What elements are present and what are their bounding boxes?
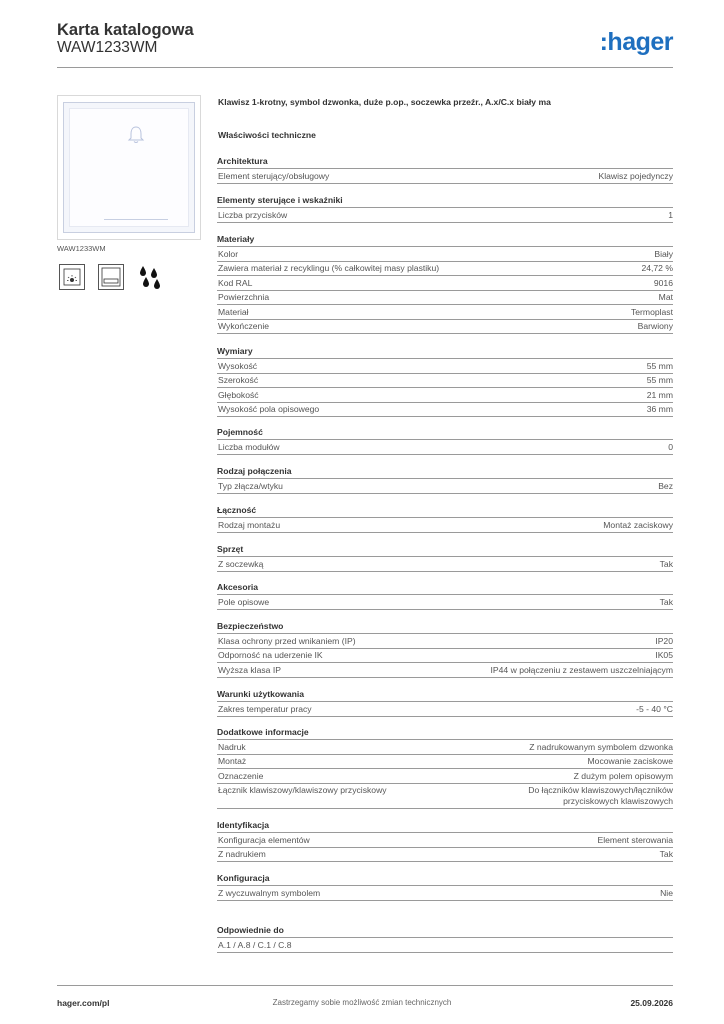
document-title: Karta katalogowa	[57, 21, 194, 39]
spec-row	[217, 768, 673, 783]
spec-value: Z dużym polem opisowym	[573, 770, 673, 781]
section-title: Konfiguracja	[217, 873, 270, 883]
section-wymiary	[217, 345, 673, 417]
section-title: Wymiary	[217, 346, 253, 356]
switch-key	[69, 108, 189, 227]
spec-row	[217, 556, 673, 572]
spec-row	[217, 168, 673, 184]
spec-label: Element sterujący/obsługowy	[218, 170, 330, 181]
section-architektura	[217, 155, 673, 184]
spec-row	[217, 261, 673, 276]
spec-label: Powierzchnia	[218, 292, 270, 302]
spec-row	[217, 937, 673, 953]
spec-label: Kod RAL	[218, 277, 253, 288]
spec-label: Wysokość pola opisowego	[218, 404, 320, 414]
spec-value: 1	[668, 209, 673, 220]
section-title: Pojemność	[217, 427, 263, 437]
spec-label: Łącznik klawiszowy/klawiszowy przyciskowy	[218, 785, 387, 795]
water-drops-icon	[136, 264, 162, 290]
spec-label: Nadruk	[218, 741, 246, 752]
spec-value: 21 mm	[646, 389, 673, 400]
section-title: Odpowiednie do	[217, 925, 284, 935]
spec-value: 9016	[653, 277, 673, 288]
section-odpowiednie-do	[217, 924, 673, 953]
spec-row	[217, 319, 673, 335]
spec-row	[217, 783, 673, 809]
spec-value: IP44 w połączeniu z zestawem uszczelniającym	[490, 664, 673, 675]
section-title: Akcesoria	[217, 582, 259, 592]
section-title: Identyfikacja	[217, 820, 270, 830]
section-title: Rodzaj połączenia	[217, 466, 292, 476]
section-title: Materiały	[217, 234, 255, 244]
spec-value: Element sterowania	[597, 834, 673, 845]
spec-label: Odporność na uderzenie IK	[218, 650, 323, 660]
spec-row	[217, 304, 673, 319]
section-title: Elementy sterujące i wskaźniki	[217, 195, 343, 205]
spec-label: Wykończenie	[218, 321, 270, 331]
spec-value: Tak	[659, 849, 673, 859]
spec-label: Z nadrukiem	[218, 849, 266, 859]
spec-row	[217, 739, 673, 754]
section-elementy-sterujace	[217, 194, 673, 223]
spec-label: Oznaczenie	[218, 770, 264, 781]
spec-value: Bez	[658, 480, 673, 491]
spec-label: Z wyczuwalnym symbolem	[218, 887, 321, 898]
header-divider	[57, 67, 673, 68]
spec-label: Konfiguracja elementów	[218, 834, 310, 845]
hager-logo: :hager	[599, 28, 673, 56]
spec-row	[217, 832, 673, 847]
spec-value: 55 mm	[646, 360, 673, 371]
spec-value: Barwiony	[637, 321, 673, 331]
spec-row	[217, 633, 673, 648]
spec-value: IP20	[655, 635, 673, 646]
section-pojemnosc	[217, 426, 673, 455]
spec-value: 24,72 %	[641, 263, 673, 273]
footer-date: 25.09.2026	[630, 998, 673, 1008]
image-caption: WAW1233WM	[57, 244, 106, 253]
spec-row	[217, 885, 673, 901]
spec-row	[217, 439, 673, 455]
spec-value: Nie	[660, 887, 673, 898]
section-bezpieczenstwo	[217, 620, 673, 678]
spec-label: Montaż	[218, 756, 247, 766]
spec-label: Liczba modułów	[218, 441, 280, 452]
spec-row	[217, 358, 673, 373]
spec-row	[217, 478, 673, 494]
spec-value: IK05	[655, 650, 673, 660]
section-warunki-uzytkowania	[217, 688, 673, 717]
spec-label: A.1 / A.8 / C.1 / C.8	[218, 939, 292, 950]
section-title: Sprzęt	[217, 544, 244, 554]
section-lacznosc	[217, 504, 673, 533]
product-image	[57, 95, 201, 240]
spec-value: Mocowanie zaciskowe	[587, 756, 673, 766]
spec-value: Termoplast	[630, 306, 673, 317]
spec-row	[217, 754, 673, 769]
spec-label: Z soczewką	[218, 558, 264, 569]
spec-value: Biały	[654, 248, 673, 259]
spec-row	[217, 207, 673, 223]
spec-row	[217, 701, 673, 717]
spec-row	[217, 290, 673, 305]
spec-value: 36 mm	[646, 404, 673, 414]
spec-label: Klasa ochrony przed wnikaniem (IP)	[218, 635, 356, 646]
spec-row	[217, 373, 673, 388]
spec-label: Wysokość	[218, 360, 258, 371]
spec-row	[217, 402, 673, 418]
section-sprzet	[217, 543, 673, 572]
spec-row	[217, 387, 673, 402]
product-description: Klawisz 1-krotny, symbol dzwonka, duże p.op., soczewka przeźr., A.x/C.x biały ma	[218, 97, 551, 107]
spec-value: -5 - 40 °C	[636, 703, 673, 714]
section-title: Dodatkowe informacje	[217, 727, 309, 737]
spec-value: Z nadrukowanym symbolem dzwonka	[529, 741, 673, 752]
spec-label: Zakres temperatur pracy	[218, 703, 312, 714]
spec-label: Szerokość	[218, 375, 259, 385]
section-title: Bezpieczeństwo	[217, 621, 284, 631]
section-akcesoria	[217, 581, 673, 610]
section-identyfikacja	[217, 819, 673, 862]
footer-disclaimer: Zastrzegamy sobie możliwość zmian technicznych	[272, 998, 452, 1007]
spec-label: Materiał	[218, 306, 249, 317]
spec-row	[217, 246, 673, 261]
label-field-icon	[98, 264, 124, 290]
spec-row	[217, 594, 673, 610]
spec-value: Tak	[659, 558, 673, 569]
spec-label: Wyższa klasa IP	[218, 664, 281, 675]
section-title: Warunki użytkowania	[217, 689, 305, 699]
spec-value: Do łączników klawiszowych/łączników przyciskowych klawiszowych	[528, 785, 673, 806]
spec-value: 55 mm	[646, 375, 673, 385]
bell-icon	[126, 125, 146, 145]
spec-label: Liczba przycisków	[218, 209, 288, 220]
spec-value: Montaż zaciskowy	[603, 519, 673, 530]
section-materialy	[217, 233, 673, 334]
spec-value: Mat	[658, 292, 673, 302]
spec-value: Klawisz pojedynczy	[598, 170, 673, 181]
spec-row	[217, 847, 673, 863]
spec-row	[217, 648, 673, 663]
illuminated-switch-icon	[59, 264, 85, 290]
section-title: Łączność	[217, 505, 257, 515]
spec-label: Typ złącza/wtyku	[218, 480, 283, 491]
footer-website-link[interactable]: hager.com/pl	[57, 998, 110, 1008]
spec-label: Zawiera materiał z recyklingu (% całkowitej masy plastiku)	[218, 263, 440, 273]
spec-value: Tak	[659, 596, 673, 607]
section-title: Architektura	[217, 156, 268, 166]
product-code: WAW1233WM	[57, 39, 158, 56]
spec-row	[217, 662, 673, 678]
spec-value: 0	[668, 441, 673, 452]
section-konfiguracja	[217, 872, 673, 901]
spec-row	[217, 275, 673, 290]
spec-label: Kolor	[218, 248, 239, 259]
section-rodzaj-polaczenia	[217, 465, 673, 494]
technical-heading: Właściwości techniczne	[218, 130, 316, 140]
spec-label: Rodzaj montażu	[218, 519, 281, 530]
footer-divider	[57, 985, 673, 986]
switch-plate	[63, 102, 195, 233]
label-field	[104, 219, 168, 220]
spec-row	[217, 517, 673, 533]
section-dodatkowe-informacje	[217, 726, 673, 809]
spec-label: Pole opisowe	[218, 596, 270, 607]
spec-label: Głębokość	[218, 389, 259, 400]
